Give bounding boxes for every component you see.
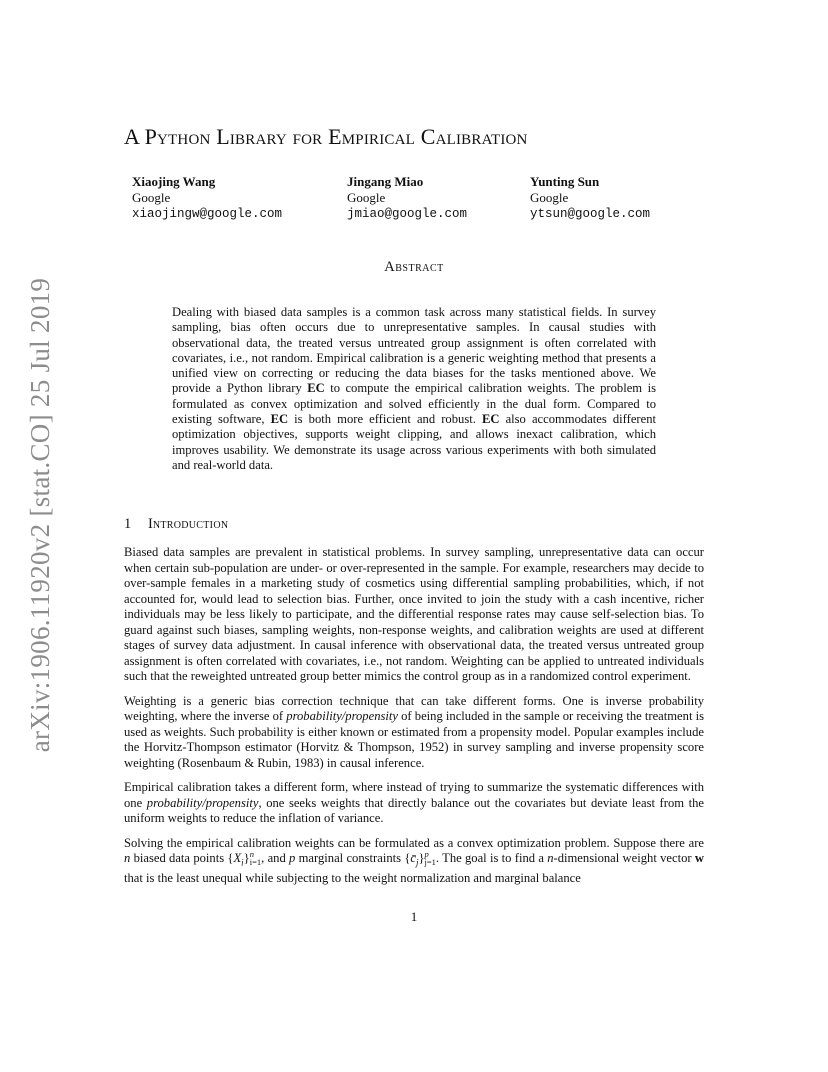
math-set-x: $\{X_i\}n$ i=1 xyxy=(227,849,262,868)
author-name: Xiaojing Wang xyxy=(132,174,216,189)
author-block xyxy=(132,174,282,222)
section-body xyxy=(124,545,704,896)
library-name: EC xyxy=(481,412,500,427)
paragraph: Weighting is a generic bias correction technique that can take different forms. One is inverse probability weighting, where the inverse of probability/propensity of being included in the sample or receiving the treatment is used as weights. Such probability is either known or estimated from a propensity model. Popular examples include the Horvitz-Thompson estimator (Horvitz & Thompson, 1952) in survey sampling and inverse propensity score weighting (Rosenbaum & Rubin, 1983) in causal inference. xyxy=(124,693,704,770)
author-affiliation: Google xyxy=(132,190,171,205)
library-name: EC xyxy=(307,381,325,396)
author-block xyxy=(530,174,650,222)
page-number: 1 xyxy=(410,909,418,924)
author-email[interactable]: jmiao@google.com xyxy=(347,207,468,221)
math-set-c: $\{c̄_j\}p$ j=1 xyxy=(404,849,436,868)
abstract-heading: Abstract xyxy=(384,259,444,275)
section-number: 1 xyxy=(124,516,132,532)
paragraph: Biased data samples are prevalent in statistical problems. In survey sampling, unrepresentative data can occur when certain sub-population are under- or over-represented in the sample. For example, researchers may decide to over-sample females in a marketing study of cosmetics using differential sampling probabilities, which, if not accounted for, would lead to selection bias. Further, once invited to join the study with a cash incentive, richer individuals may be less likely to participate, and the differential response rates may cause self-selection bias. To guard against such biases, sampling weights, non-response weights, and calibration weights are used at different stages of survey data adjustment. In causal inference with observational data, the treated versus untreated group assignment is often correlated with covariates, i.e., not random. Weighting can be applied to untreated individuals such that the reweighted untreated group better mimics the control group as in a randomized control experiment. xyxy=(124,545,704,683)
author-email[interactable]: xiaojingw@google.com xyxy=(132,207,283,221)
author-affiliation: Google xyxy=(530,190,569,205)
abstract-text: Dealing with biased data samples is a common task across many statistical fields. In survey sampling, bias often occurs due to unrepresentative samples. In causal studies with observational data, the treated versus untreated group assignment is often correlated with covariates, i.e., not random. Empirical calibration is a generic weighting method that presents a unified view on correcting or reducing the data biases for the tasks mentioned above. We provide a Python library EC to compute the empirical calibration weights. The problem is formulated as convex optimization and solved efficiently in the dual form. Compared to existing software, EC is both more efficient and robust. EC also accommodates different optimization objectives, supports weight clipping, and allows inexact calibration, which improves usability. We demonstrate its usage across various experiments with both simulated and real-world data. xyxy=(172,305,657,472)
arxiv-identifier-stamp: arXiv:1906.11920v2 [stat.CO] 25 Jul 2019 xyxy=(25,277,55,753)
paragraph: Solving the empirical calibration weights can be formulated as a convex optimization problem. Suppose there are n biased data points $\{X_i\}n$ i=1, and p marginal constraints $\{c̄_j\}p$ j=1. The goal is to find a n-dimensional weight vector w that is the least unequal while subjecting to the weight normalization and marginal balance xyxy=(124,835,704,886)
paragraph: Empirical calibration takes a different form, where instead of trying to summarize the systematic differences with one probability/propensity, one seeks weights that directly balance out the covariates but deviate least from the uniform weights to reduce the inflation of variance. xyxy=(124,780,704,825)
author-block xyxy=(347,174,467,222)
author-affiliation: Google xyxy=(347,190,386,205)
section-heading: 1 Introduction xyxy=(124,516,229,532)
author-name: Yunting Sun xyxy=(530,174,600,189)
author-email[interactable]: ytsun@google.com xyxy=(530,207,651,221)
author-name: Jingang Miao xyxy=(347,174,424,189)
paper-title: A Python Library for Empirical Calibration xyxy=(124,124,528,149)
library-name: EC xyxy=(270,412,289,427)
